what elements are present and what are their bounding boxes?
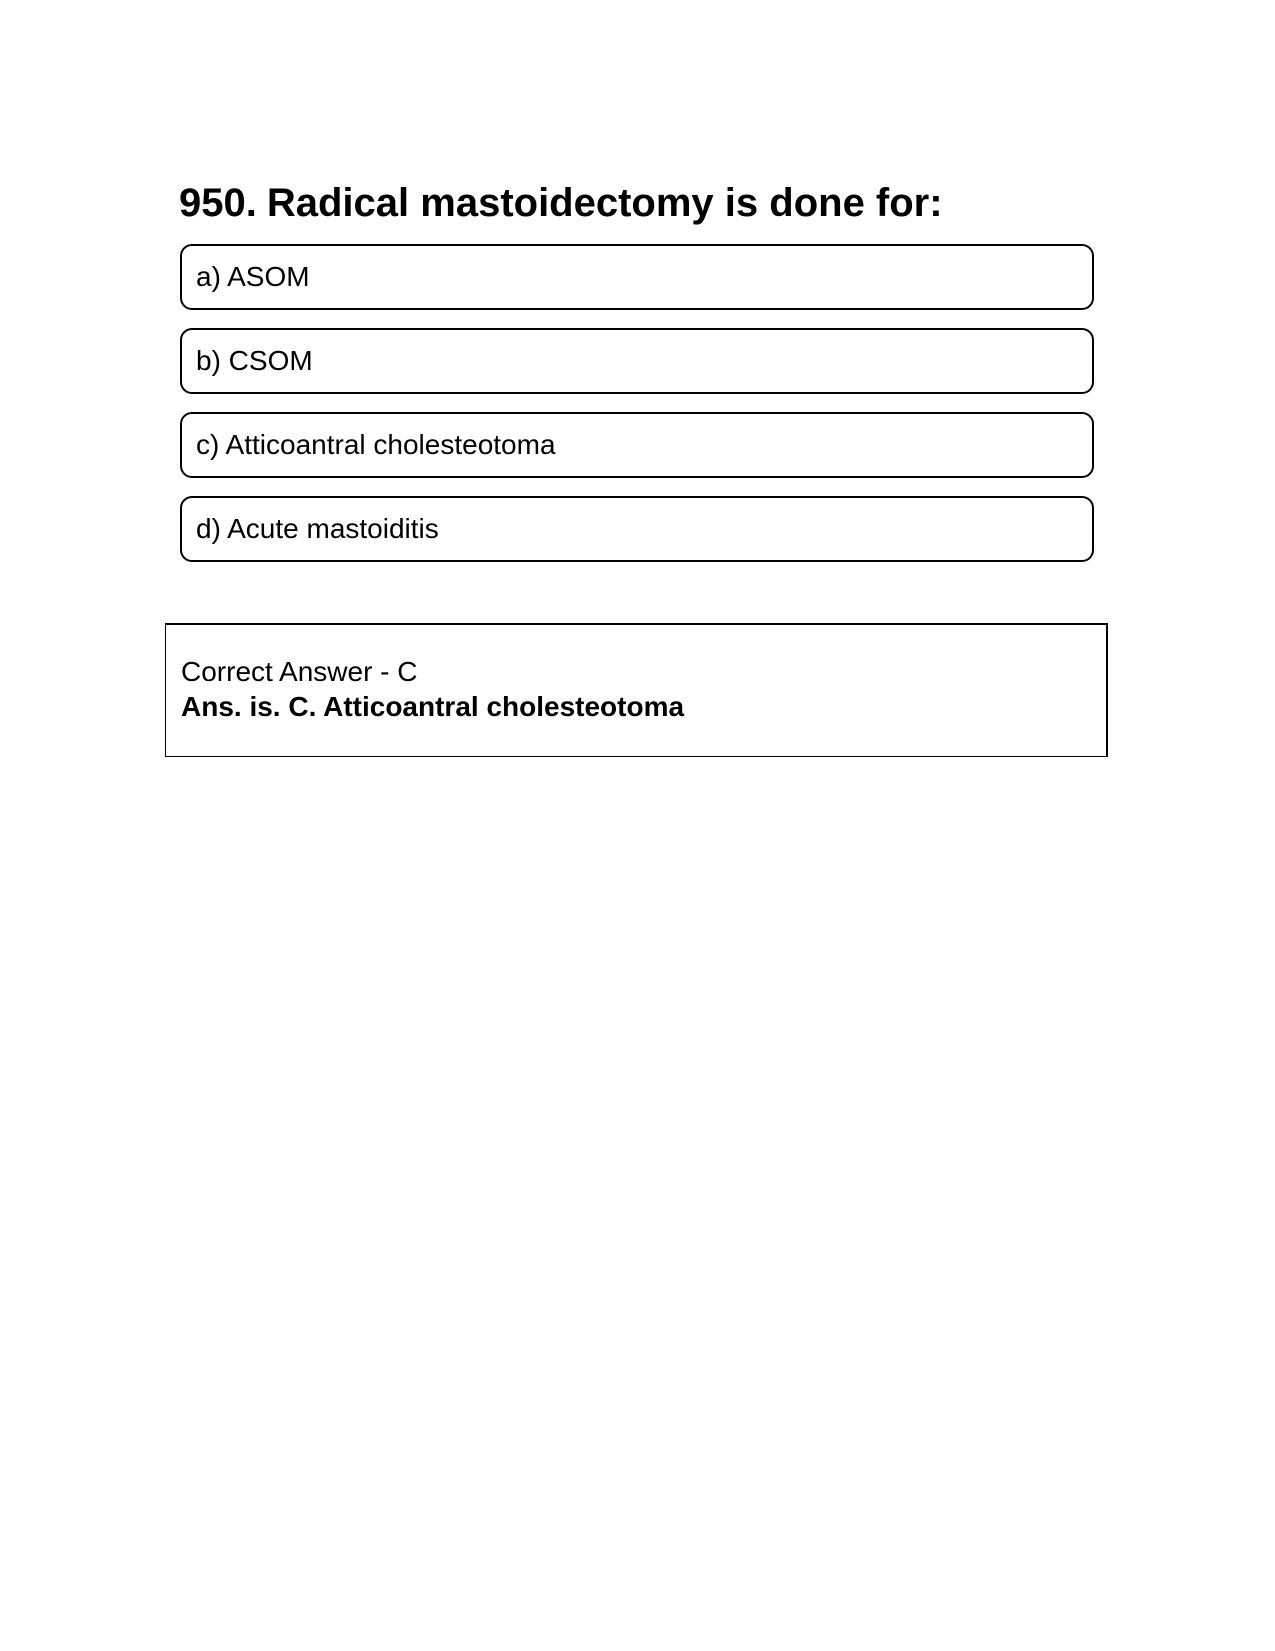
question-heading — [179, 178, 1099, 228]
option-c[interactable] — [180, 412, 1094, 478]
option-label: b) CSOM — [196, 345, 313, 376]
option-label: c) Atticoantral cholesteotoma — [196, 429, 556, 460]
question-number: 950. — [179, 181, 257, 225]
option-label: d) Acute mastoiditis — [196, 513, 439, 544]
option-a[interactable] — [180, 244, 1094, 310]
option-d[interactable] — [180, 496, 1094, 562]
option-b[interactable] — [180, 328, 1094, 394]
correct-answer-text: Correct Answer - C — [181, 656, 418, 687]
option-label: a) ASOM — [196, 261, 310, 292]
answer-explanation: Ans. is. C. Atticoantral cholesteotoma — [181, 691, 685, 722]
answer-box — [165, 623, 1108, 757]
question-text: Radical mastoidectomy is done for: — [266, 181, 943, 225]
